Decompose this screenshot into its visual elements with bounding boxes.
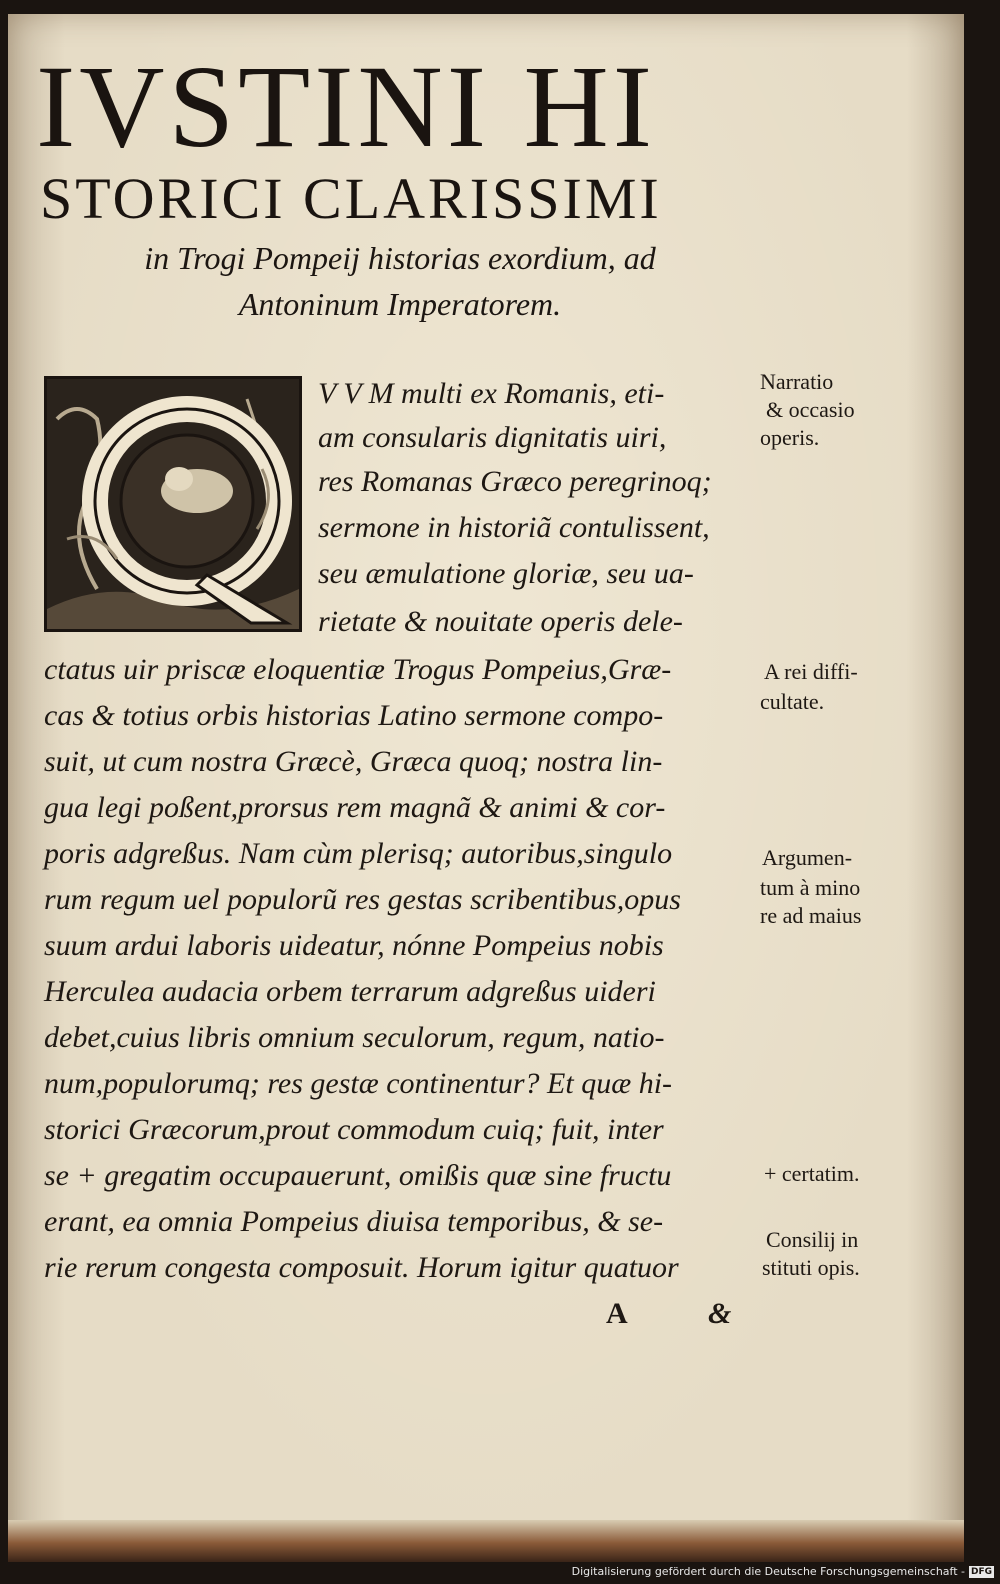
margin-note: cultate. xyxy=(760,689,825,714)
decorated-initial-q-woodcut xyxy=(44,376,302,632)
body-line-15: debet,cuius libris omnium seculorum, regum, natio- xyxy=(44,1021,665,1054)
title-line-1: IVSTINI HI xyxy=(36,41,657,172)
dfg-logo: DFG xyxy=(970,1567,992,1577)
body-line-4: sermone in historiã contulissent, xyxy=(318,511,710,544)
body-line-10: gua legi poßent,prorsus rem magnã & animi & cor- xyxy=(44,791,666,824)
signature-mark: A xyxy=(606,1297,628,1330)
margin-note: operis. xyxy=(760,425,820,450)
margin-note: re ad maius xyxy=(760,903,862,928)
digitization-credit xyxy=(530,1562,994,1582)
body-line-6: rietate & nouitate operis dele- xyxy=(318,605,683,638)
catchword: & xyxy=(708,1297,732,1330)
body-line-2: am consularis dignitatis uiri, xyxy=(318,421,667,454)
body-line-18: se + gregatim occupauerunt, omißis quæ sine fructu xyxy=(44,1159,672,1192)
margin-note: stituti opis. xyxy=(762,1255,860,1280)
margin-note: + certatim. xyxy=(764,1161,860,1186)
margin-note: & occasio xyxy=(766,397,855,422)
body-line-11: poris adgreßus. Nam cùm plerisq; autoribus,singulo xyxy=(44,837,673,870)
page-edge xyxy=(8,1520,964,1562)
margin-note: A rei diffi- xyxy=(764,659,858,684)
body-line-14: Herculea audacia orbem terrarum adgreßus uideri xyxy=(44,975,656,1008)
body-line-5: seu æmulatione gloriæ, seu ua- xyxy=(318,557,694,590)
body-line-7: ctatus uir priscæ eloquentiæ Trogus Pompeius,Græ- xyxy=(44,653,672,686)
body-line-17: storici Græcorum,prout commodum cuiq; fuit, inter xyxy=(44,1113,664,1146)
margin-note: Argumen- xyxy=(762,845,853,870)
body-line-20: rie rerum congesta composuit. Horum igitur quatuor xyxy=(44,1251,679,1284)
margin-note: tum à mino xyxy=(760,875,861,900)
body-line-19: erant, ea omnia Pompeius diuisa temporibus, & se- xyxy=(44,1205,664,1238)
body-line-8: cas & totius orbis historias Latino sermone compo- xyxy=(44,699,664,732)
title-line-2: STORICI CLARISSIMI xyxy=(40,166,662,231)
body-line-1: V V M multi ex Romanis, eti- xyxy=(318,377,665,410)
body-line-3: res Romanas Græco peregrinoq; xyxy=(318,465,712,498)
body-line-13: suum ardui laboris uideatur, nónne Pompeius nobis xyxy=(44,929,664,962)
margin-note: Consilij in xyxy=(766,1227,859,1252)
credit-text: Digitalisierung gefördert durch die Deutsche Forschungsgemeinschaft - xyxy=(571,1565,965,1578)
subtitle-line-1: in Trogi Pompeij historias exordium, ad xyxy=(144,240,656,276)
body-line-9: suit, ut cum nostra Græcè, Græca quoq; nostra lin- xyxy=(44,745,663,778)
body-line-16: num,populorumq; res gestæ continentur? Et quæ hi- xyxy=(44,1067,673,1100)
subtitle-line-2: Antoninum Imperatorem. xyxy=(238,286,562,322)
margin-note: Narratio xyxy=(760,369,834,394)
body-line-12: rum regum uel populorũ res gestas scribentibus,opus xyxy=(44,883,681,916)
